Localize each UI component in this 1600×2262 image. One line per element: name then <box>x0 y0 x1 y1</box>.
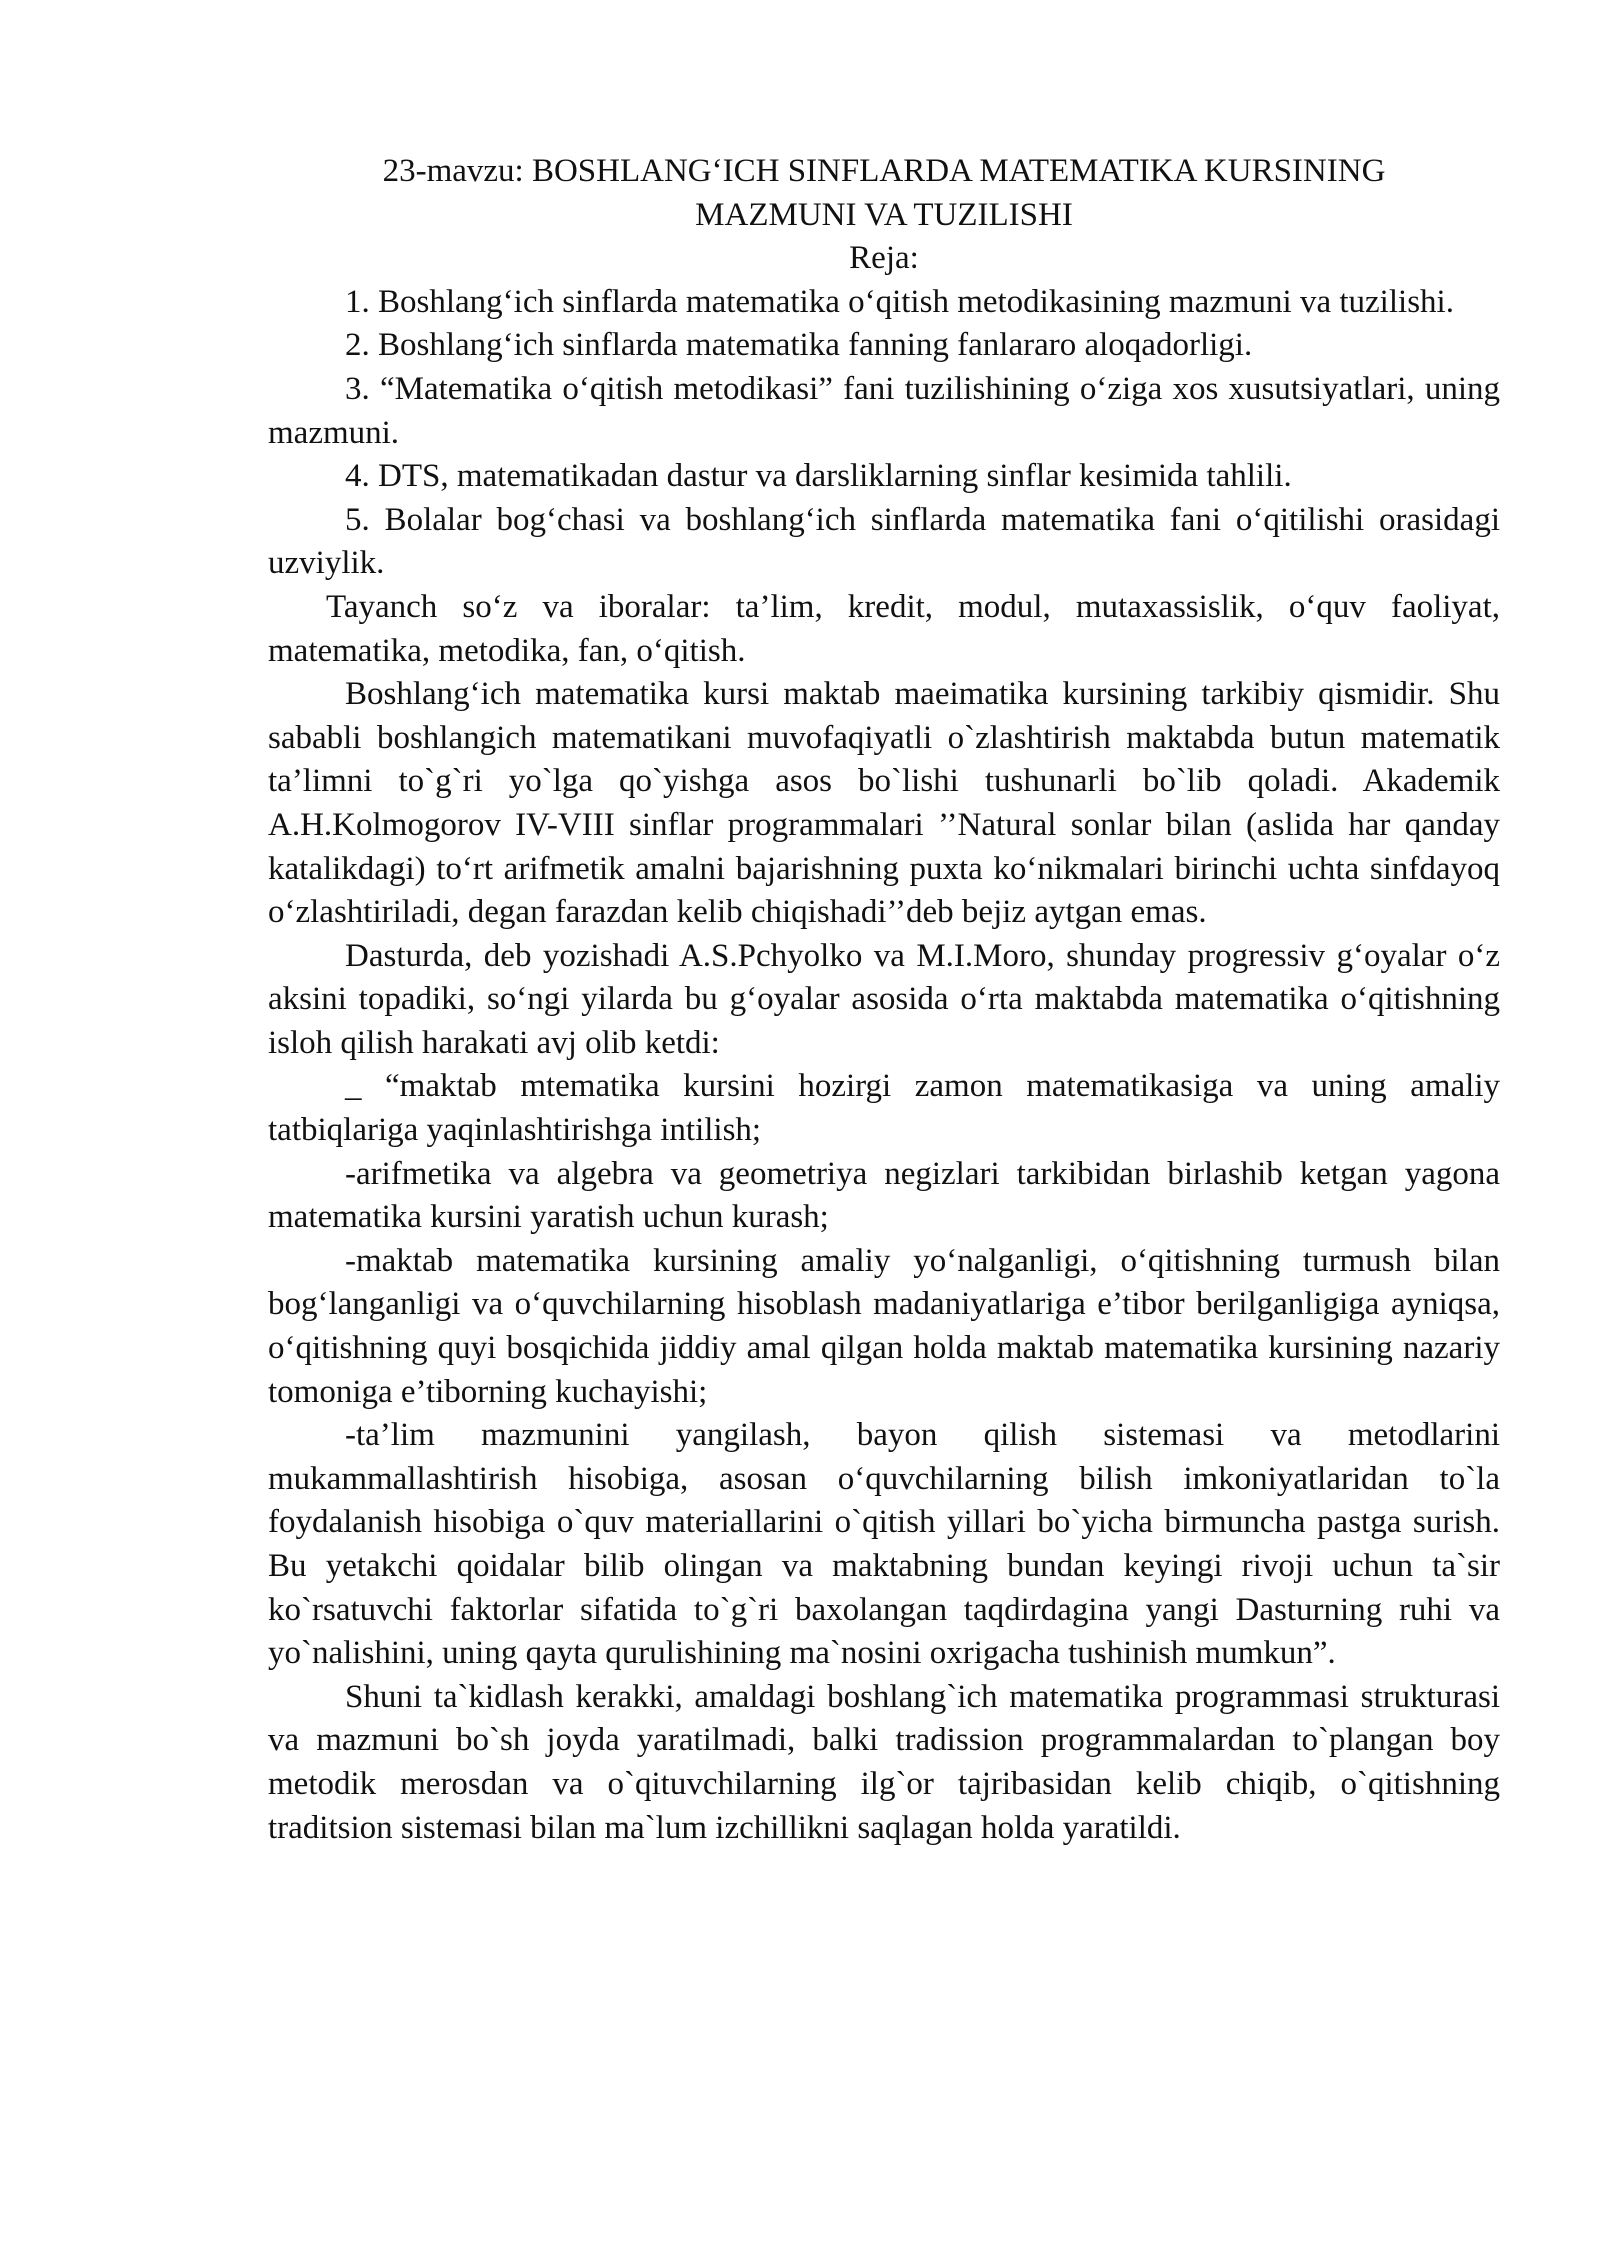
body-paragraph: Boshlang‘ich matematika kursi maktab maeimatika kursining tarkibiy qismidir. Shu sababli boshlangich matematikani muvofaqiyatli o`zlashtirish maktabda butun matematik ta’limni to`g`ri yo`lga qo`yishga asos bo`lishi tushunarli bo`lib qoladi. Akademik A.H.Kolmogorov IV-VIII sinflar programmalari ’’Natural sonlar bilan (aslida har qanday katalikdagi) to‘rt arifmetik amalni bajarishning puxta ko‘nikmalari birinchi uchta sinfdayoq o‘zlashtiriladi, degan farazdan kelib chiqishadi’’deb bejiz aytgan emas. <box>268 676 1500 931</box>
title-line-2: MAZMUNI VA TUZILISHI <box>695 196 1073 233</box>
document-title <box>268 150 1500 237</box>
plan-item: 3. “Matematika o‘qitish metodikasi” fani tuzilishining o‘ziga xos xusutsiyatlari, uning mazmuni. <box>268 370 1500 451</box>
list-item: -ta’lim mazmunini yangilash, bayon qilish sistemasi va metodlarini mukammallashtirish hisobiga, asosan o‘quvchilarning bilish imkoniyatlaridan to`la foydalanish hisobiga o`quv materiallarini o`qitish yillari bo`yicha birmuncha pastga surish. Bu yetakchi qoidalar bilib olingan va maktabning bundan keyingi rivoji uchun ta`sir ko`rsatuvchi faktorlar sifatida to`g`ri baxolangan taqdirdagina yangi Dasturning ruhi va yo`nalishini, uning qayta qurulishining ma`nosini oxrigacha tushinish mumkun”. <box>268 1417 1500 1672</box>
plan-list <box>268 281 1500 586</box>
plan-item: 5. Bolalar bog‘chasi va boshlang‘ich sinflarda matematika fani o‘qitilishi orasidagi uzviylik. <box>268 501 1500 582</box>
plan-item: 1. Boshlang‘ich sinflarda matematika o‘qitish metodikasining mazmuni va tuzilishi. <box>345 283 1454 320</box>
plan-heading: Reja: <box>849 240 919 277</box>
plan-item: 2. Boshlang‘ich sinflarda matematika fanning fanlararo aloqadorligi. <box>345 327 1253 364</box>
list-item: -arifmetika va algebra va geometriya negizlari tarkibidan birlashib ketgan yagona matematika kursini yaratish uchun kurash; <box>268 1155 1500 1236</box>
list-item: -maktab matematika kursining amaliy yo‘nalganligi, o‘qitishning turmush bilan bog‘langanligi va o‘quvchilarning hisoblash madaniyatlariga e’tibor berilganligiga ayniqsa, o‘qitishning quyi bosqichida jiddiy amal qilgan holda maktab matematika kursining nazariy tomoniga e’tiborning kuchayishi; <box>268 1242 1500 1410</box>
list-item: _ “maktab mtematika kursini hozirgi zamon matematikasiga va uning amaliy tatbiqlariga yaqinlashtirishga intilish; <box>268 1068 1500 1149</box>
document-page <box>268 150 1500 1850</box>
body-paragraph: Shuni ta`kidlash kerakki, amaldagi boshlang`ich matematika programmasi strukturasi va mazmuni bo`sh joyda yaratilmadi, balki tradission programmalardan to`plangan boy metodik merosdan va o`qituvchilarning ilg`or tajribasidan kelib chiqib, o`qitishning traditsion sistemasi bilan ma`lum izchillikni saqlagan holda yaratildi. <box>268 1678 1500 1846</box>
keywords-paragraph: Tayanch so‘z va iboralar: ta’lim, kredit, modul, mutaxassislik, o‘quv faoliyat, matematika, metodika, fan, o‘qitish. <box>268 588 1500 669</box>
title-line-1: 23-mavzu: BOSHLANG‘ICH SINFLARDA MATEMATIKA KURSINING <box>382 153 1386 189</box>
plan-item: 4. DTS, matematikadan dastur va darsliklarning sinflar kesimida tahlili. <box>345 458 1292 495</box>
body-paragraph: Dasturda, deb yozishadi A.S.Pchyolko va M.I.Moro, shunday progressiv g‘oyalar o‘z aksini topadiki, so‘ngi yilarda bu g‘oyalar asosida o‘rta maktabda matematika o‘qitishning isloh qilish harakati avj olib ketdi: <box>268 937 1500 1061</box>
